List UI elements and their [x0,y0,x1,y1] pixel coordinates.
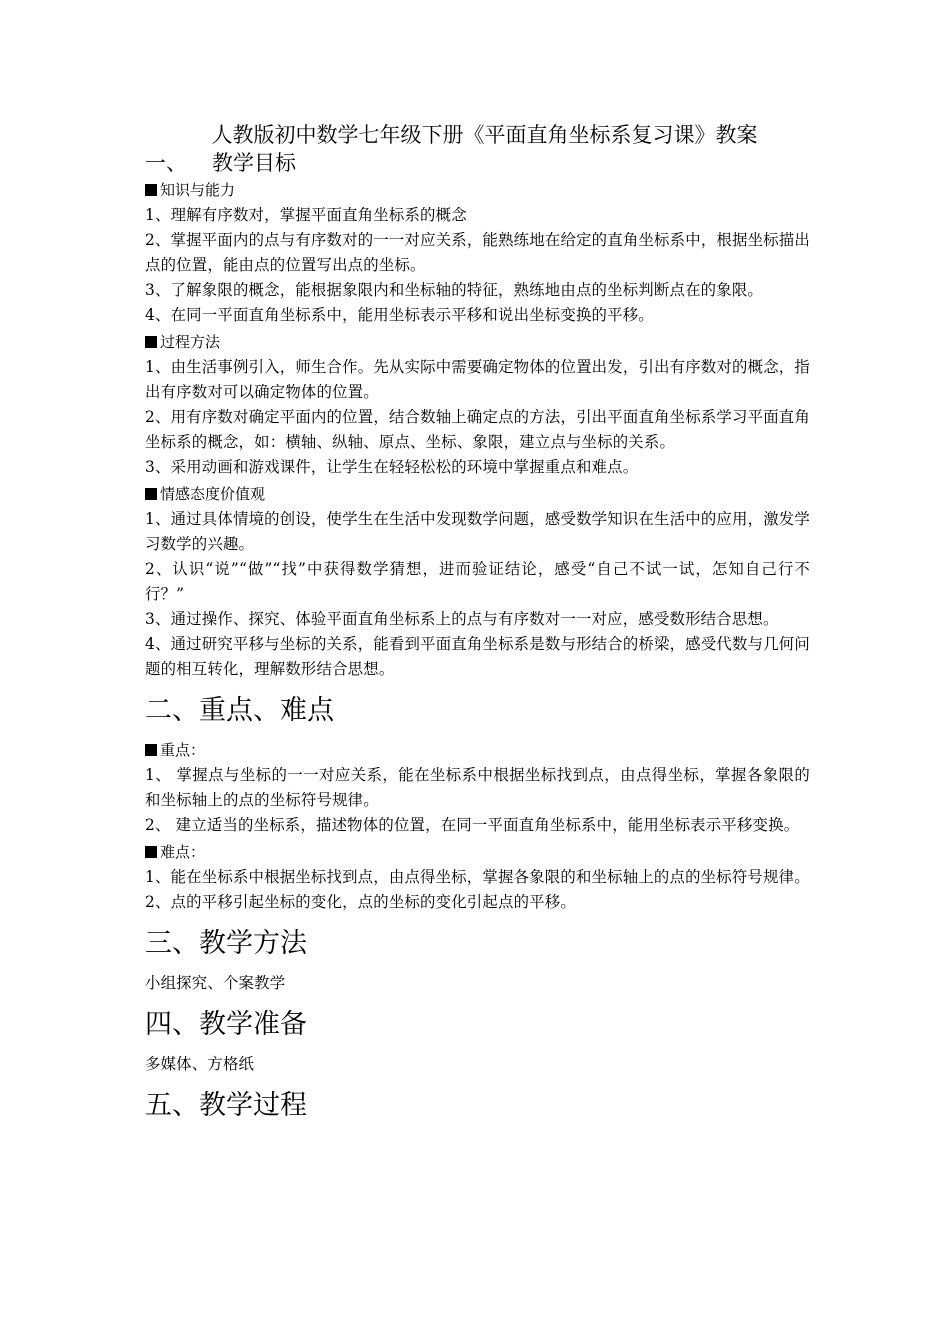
square-bullet-icon [145,488,157,500]
square-bullet-icon [145,184,157,196]
paragraph: 1、通过具体情境的创设，使学生在生活中发现数学问题，感受数学知识在生活中的应用，激发学习数学的兴趣。 [145,510,810,553]
paragraph: 1、由生活事例引入，师生合作。先从实际中需要确定物体的位置出发，引出有序数对的概念，指出有序数对可以确定物体的位置。 [145,358,810,401]
section-1-heading [145,150,810,176]
section-2-heading: 二、重点、难点 [145,695,334,726]
paragraph: 1、能在坐标系中根据坐标找到点，由点得坐标，掌握各象限的和坐标轴上的点的坐标符号规律。 [145,868,810,886]
document-title: 人教版初中数学七年级下册《平面直角坐标系复习课》教案 [211,123,758,147]
paragraph: 4、通过研究平移与坐标的关系，能看到平面直角坐标系是数与形结合的桥梁，感受代数与几何问题的相互转化，理解数形结合思想。 [145,635,810,678]
paragraph: 多媒体、方格纸 [145,1055,255,1073]
paragraph: 2、掌握平面内的点与有序数对的一一对应关系，能熟练地在给定的直角坐标系中，根据坐标描出点的位置，能由点的位置写出点的坐标。 [145,231,810,274]
subheading-attitude: 情感态度价值观 [145,482,810,507]
paragraph: 1、 掌握点与坐标的一一对应关系，能在坐标系中根据坐标找到点，由点得坐标，掌握各象限的和坐标轴上的点的坐标符号规律。 [145,766,810,809]
subheading-difficulties: 难点： [145,840,810,865]
paragraph: 小组探究、个案教学 [145,974,286,992]
section-5-heading: 五、教学过程 [145,1090,307,1121]
square-bullet-icon [145,744,157,756]
section-1-title: 教学目标 [212,151,296,175]
document-body [145,118,810,1133]
paragraph: 3、通过操作、探究、体验平面直角坐标系上的点与有序数对一一对应，感受数形结合思想。 [145,610,779,628]
paragraph: 3、了解象限的概念，能根据象限内和坐标轴的特征，熟练地由点的坐标判断点在的象限。 [145,281,764,299]
paragraph: 3、采用动画和游戏课件，让学生在轻轻松松的环境中掌握重点和难点。 [145,458,639,476]
section-3-heading: 三、教学方法 [145,928,307,959]
paragraph: 2、 建立适当的坐标系，描述物体的位置，在同一平面直角坐标系中，能用坐标表示平移变换。 [145,816,800,834]
paragraph: 4、在同一平面直角坐标系中，能用坐标表示平移和说出坐标变换的平移。 [145,306,654,324]
paragraph: 1、理解有序数对，掌握平面直角坐标系的概念 [145,206,467,224]
subheading-process: 过程方法 [145,330,810,355]
square-bullet-icon [145,846,157,858]
subheading-knowledge: 知识与能力 [145,178,810,203]
paragraph: 2、用有序数对确定平面内的位置，结合数轴上确定点的方法，引出平面直角坐标系学习平面直角坐标系的概念，如：横轴、纵轴、原点、坐标、象限，建立点与坐标的关系。 [145,408,810,451]
paragraph: 2、点的平移引起坐标的变化，点的坐标的变化引起点的平移。 [145,893,576,911]
square-bullet-icon [145,336,157,348]
section-4-heading: 四、教学准备 [145,1009,307,1040]
paragraph: 2、认识“说”“做”“找”中获得数学猜想，进而验证结论，感受“自己不试一试，怎知自己行不行？” [145,560,810,603]
section-1-number: 一、 [145,151,187,175]
subheading-key-points: 重点： [145,738,810,763]
